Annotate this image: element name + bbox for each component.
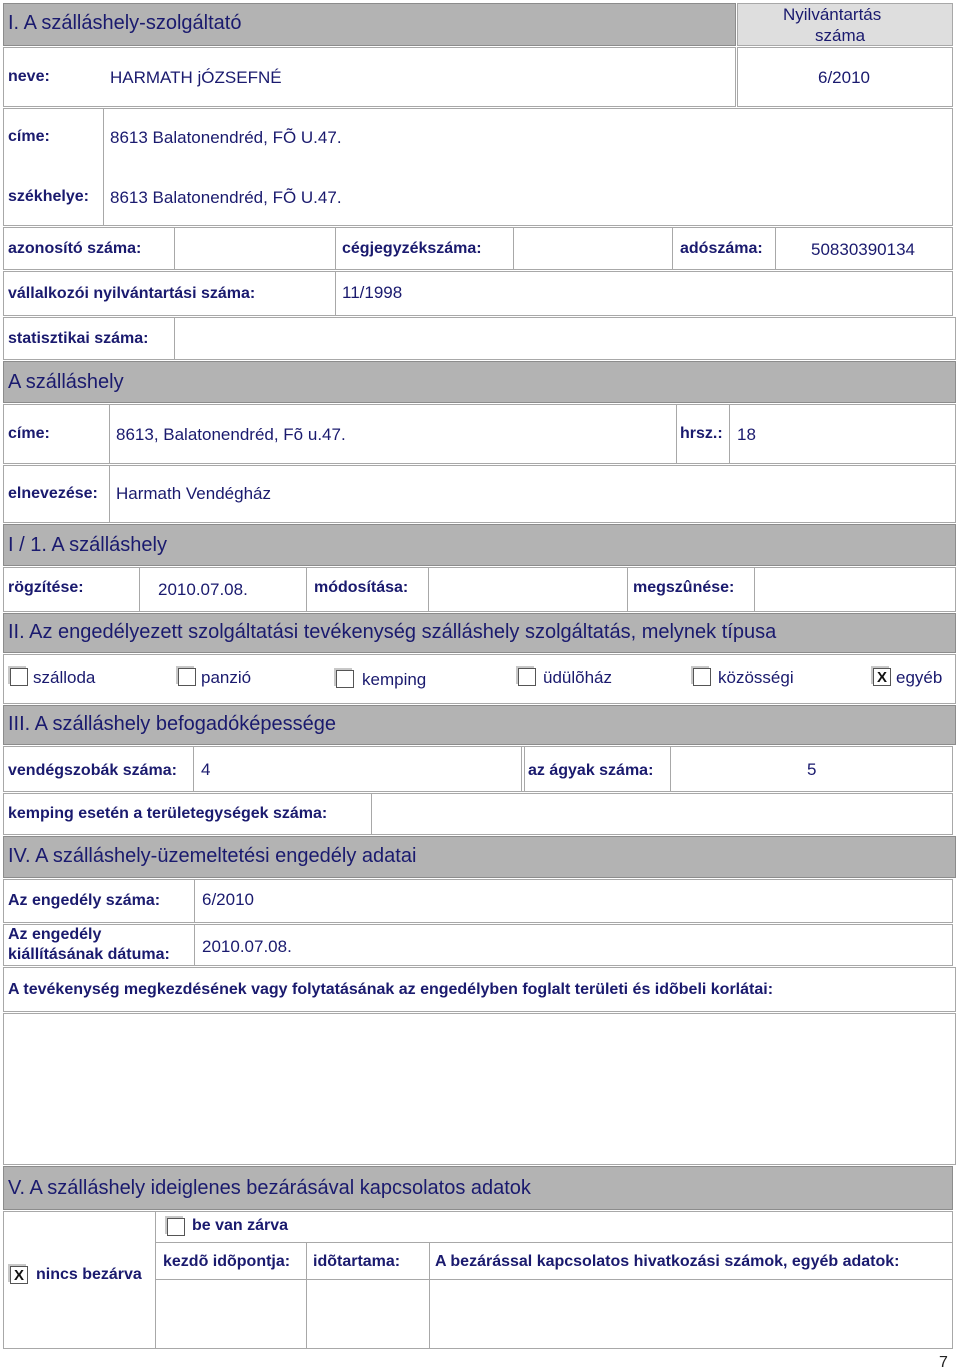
- engedely-szama-label: Az engedély száma:: [8, 892, 161, 909]
- nyilvantartas-value: 6/2010: [818, 68, 870, 87]
- section-i1-title: I / 1. A szálláshely: [8, 534, 167, 556]
- divider: [672, 227, 673, 270]
- agyak-value: 5: [807, 760, 817, 779]
- kemping-label: kemping esetén a területegységek száma:: [8, 805, 328, 822]
- type-checkbox-szalloda[interactable]: [10, 668, 28, 686]
- page-number: 7: [939, 1354, 948, 1371]
- rogzitese-value: 2010.07.08.: [158, 580, 248, 599]
- korlatok-label: A tevékenység megkezdésének vagy folytatásának az engedélyben foglalt területi és idõbeli korlátai:: [8, 981, 774, 998]
- kiallitas-label-2: kiállításának dátuma:: [8, 946, 170, 963]
- divider: [194, 924, 195, 966]
- divider: [754, 567, 755, 612]
- vendegszobak-value: 4: [201, 760, 211, 779]
- adoszam-label: adószáma:: [680, 240, 763, 257]
- divider: [109, 465, 110, 523]
- hrsz-label: hrsz.:: [680, 425, 723, 442]
- accommodation-title: A szálláshely: [8, 371, 124, 393]
- divider: [513, 227, 514, 270]
- divider: [306, 567, 307, 612]
- kiallitas-label-1: Az engedély: [8, 926, 102, 943]
- divider: [670, 746, 671, 792]
- type-checkbox-kozossegi[interactable]: [693, 668, 711, 686]
- divider: [193, 746, 194, 792]
- neve-value: HARMATH jÓZSEFNÉ: [110, 68, 282, 87]
- idotartama-label: idõtartama:: [313, 1253, 401, 1270]
- azonosito-label: azonosító száma:: [8, 240, 142, 257]
- agyak-label: az ágyak száma:: [528, 762, 654, 779]
- divider: [729, 404, 730, 464]
- elnevezese-label: elnevezése:: [8, 485, 98, 502]
- cegjegyzek-label: cégjegyzékszáma:: [342, 240, 482, 257]
- hrsz-value: 18: [737, 425, 756, 444]
- statisztikai-label: statisztikai száma:: [8, 330, 149, 347]
- divider: [109, 404, 110, 464]
- types-row: [3, 654, 956, 704]
- type-label-kozossegi: közösségi: [718, 668, 794, 687]
- nyilvantartas-label-2: száma: [815, 26, 866, 45]
- divider: [429, 1242, 430, 1349]
- kezdo-label: kezdõ idõpontja:: [163, 1253, 291, 1270]
- section-v-title: V. A szálláshely ideiglenes bezárásával kapcsolatos adatok: [8, 1177, 531, 1199]
- divider: [676, 404, 677, 464]
- elnevezese-value: Harmath Vendégház: [116, 484, 271, 503]
- cime-divider: [103, 108, 104, 226]
- section-iv-title: IV. A szálláshely-üzemeltetési engedély adatai: [8, 845, 417, 867]
- type-checkbox-kemping[interactable]: [336, 670, 354, 688]
- divider: [627, 567, 628, 612]
- cime-value: 8613 Balatonendréd, FÕ U.47.: [110, 128, 342, 147]
- modositasa-label: módosítása:: [314, 579, 409, 596]
- divider: [775, 227, 776, 270]
- divider: [306, 1242, 307, 1349]
- section-i-title: I. A szálláshely-szolgáltató: [8, 12, 242, 34]
- section-v-block: [3, 1211, 953, 1349]
- divider: [155, 1279, 953, 1280]
- divider: [194, 879, 195, 923]
- szekhely-label: székhelye:: [8, 188, 89, 205]
- nincs-bezarva-checkbox[interactable]: X: [10, 1266, 28, 1284]
- vallalkozoi-value: 11/1998: [342, 283, 403, 302]
- rogzitese-label: rögzítése:: [8, 579, 84, 596]
- be-van-zarva-checkbox[interactable]: [167, 1218, 185, 1236]
- divider: [335, 271, 336, 316]
- divider: [428, 567, 429, 612]
- divider: [174, 317, 175, 360]
- divider: [139, 567, 140, 612]
- section-iii-title: III. A szálláshely befogadóképessége: [8, 713, 337, 735]
- type-label-panzio: panzió: [201, 668, 252, 687]
- divider: [155, 1211, 156, 1349]
- cime-szekhely-block: [3, 108, 953, 226]
- divider: [155, 1242, 953, 1243]
- section-ii-title: II. Az engedélyezett szolgáltatási tevékenység szálláshely szolgáltatás, melynek típusa: [8, 621, 777, 643]
- vendegszobak-label: vendégszobák száma:: [8, 762, 177, 779]
- type-label-egyeb: egyéb: [896, 668, 943, 687]
- type-label-kemping: kemping: [362, 670, 427, 689]
- type-checkbox-udulohaz[interactable]: [518, 668, 536, 686]
- nincs-bezarva-label: nincs bezárva: [36, 1266, 142, 1283]
- accommodation-header: [3, 361, 956, 403]
- vallalkozoi-label: vállalkozói nyilvántartási száma:: [8, 285, 256, 302]
- divider: [335, 227, 336, 270]
- type-label-szalloda: szálloda: [33, 668, 96, 687]
- accommodation-cime-label: címe:: [8, 425, 50, 442]
- divider: [524, 746, 525, 792]
- neve-label: neve:: [8, 68, 50, 85]
- hivatkozasi-label: A bezárással kapcsolatos hivatkozási számok, egyéb adatok:: [435, 1253, 900, 1270]
- accommodation-cime-value: 8613, Balatonendréd, Fõ u.47.: [116, 425, 346, 444]
- korlatok-value-area: [3, 1013, 956, 1165]
- adoszam-value: 50830390134: [811, 240, 916, 259]
- type-checkbox-egyeb[interactable]: X: [873, 668, 891, 686]
- engedely-szama-value: 6/2010: [202, 890, 254, 909]
- divider: [521, 746, 522, 792]
- nyilvantartas-label-1: Nyilvántartás: [783, 5, 882, 24]
- szekhely-value: 8613 Balatonendréd, FÕ U.47.: [110, 188, 342, 207]
- divider: [174, 227, 175, 270]
- be-van-zarva-label: be van zárva: [192, 1217, 289, 1234]
- rogzitese-row: [3, 567, 956, 612]
- cime-label: címe:: [8, 128, 50, 145]
- kiallitas-value: 2010.07.08.: [202, 937, 292, 956]
- type-checkbox-panzio[interactable]: [178, 668, 196, 686]
- type-label-udulohaz: üdülõház: [543, 668, 613, 687]
- divider: [371, 793, 372, 835]
- megszunese-label: megszûnése:: [633, 579, 735, 596]
